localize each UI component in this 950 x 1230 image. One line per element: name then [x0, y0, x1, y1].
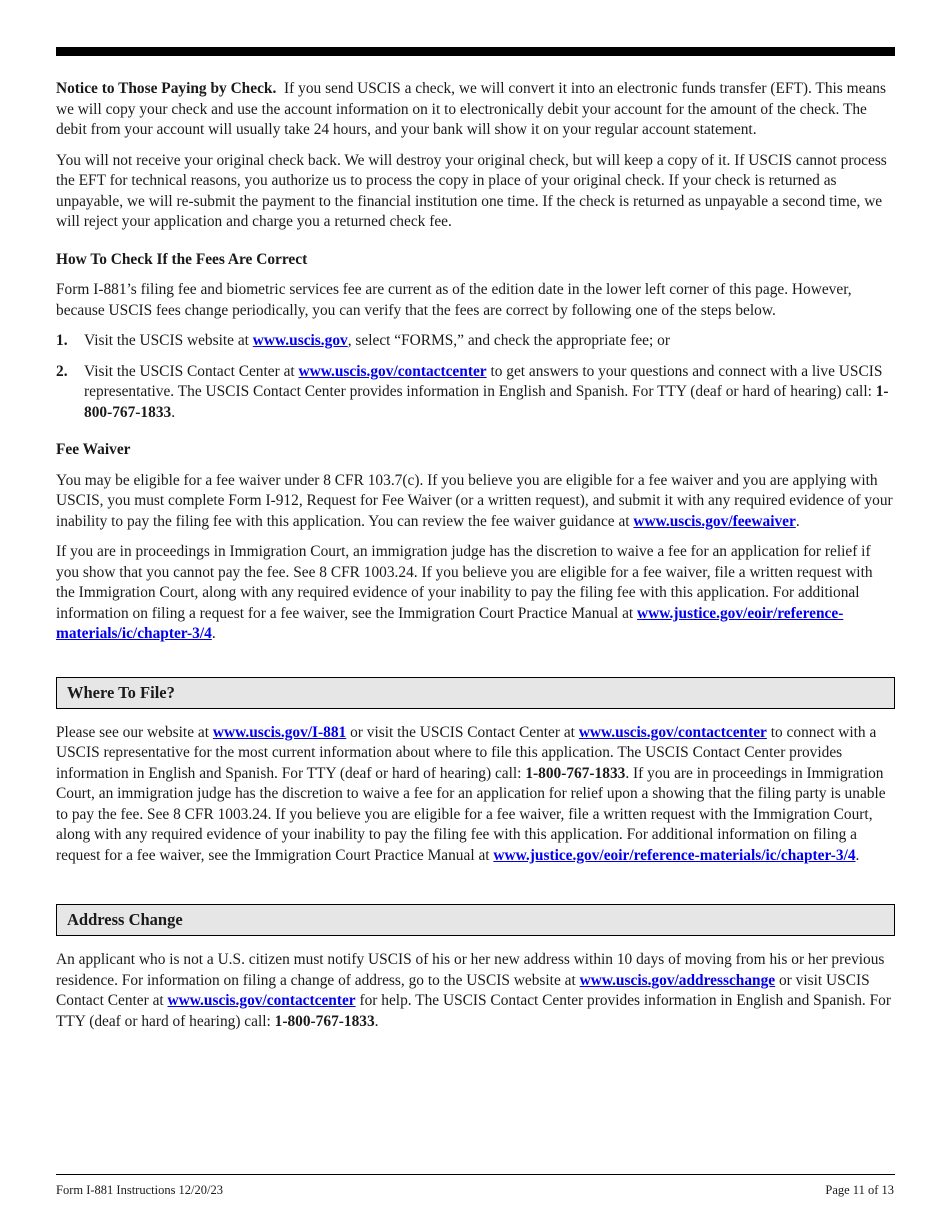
step-text: , select “FORMS,” and check the appropriate fee; or: [347, 332, 670, 349]
page-content: [56, 79, 895, 1042]
fee-waiver-link[interactable]: www.uscis.gov/feewaiver: [633, 512, 796, 530]
fee-waiver-heading: Fee Waiver: [56, 441, 131, 458]
check-fees-heading: How To Check If the Fees Are Correct: [56, 250, 308, 268]
uscis-website-link[interactable]: www.uscis.gov: [252, 332, 348, 349]
footer-rule: [56, 1174, 895, 1175]
contact-center-link[interactable]: www.uscis.gov/contactcenter: [578, 723, 767, 741]
tty-phone-number: 1-800-767-1833: [525, 764, 626, 782]
contact-center-link[interactable]: www.uscis.gov/contactcenter: [167, 992, 356, 1009]
top-rule: [56, 47, 895, 56]
step-number: 1.: [56, 332, 68, 349]
spacer: [56, 876, 895, 904]
step-item-1: [56, 331, 895, 352]
court-practice-manual-link[interactable]: www.justice.gov/eoir/reference-materials/ic/chapter-3/4: [493, 846, 856, 864]
where-text: or visit the USCIS Contact Center at: [346, 723, 579, 741]
step-item-2: [56, 362, 895, 424]
tty-phone-number: 1-800-767-1833: [274, 1012, 375, 1030]
fee-waiver-text-end: .: [211, 625, 216, 642]
address-text: for help. The USCIS Contact Center provides information in English and Spanish. For TTY (deaf or hard of hearing) call:: [56, 992, 891, 1030]
address-text: .: [374, 1012, 379, 1030]
where-text: . If you are in proceedings in Immigration Court, an immigration judge has the discretion to waive a fee for an application for relief upon a showing that the filing party is unable to pay the fee. See 8 CFR 1003.24. If you believe you are eligible for a fee waiver, file a written request with the Immigration Court, along with any required evidence of your inability to pay the filing fee with this application. For additional information on filing a request for a fee waiver, see the Immigration Court Practice Manual at: [56, 764, 886, 864]
where-to-file-heading: Where To File?: [56, 677, 895, 709]
step-number: 2.: [56, 362, 68, 380]
fee-waiver-text-end: .: [795, 512, 800, 530]
spacer: [56, 655, 895, 677]
i881-page-link[interactable]: www.uscis.gov/I-881: [212, 723, 347, 741]
fee-waiver-text: If you are in proceedings in Immigration Court, an immigration judge has the discretion to waive a fee for an application for relief if you show that you cannot pay the fee. See 8 CFR 1003.24. If you believe you are eligible for a fee waiver, file a written request with the Immigration Court, along with any required evidence of your inability to pay the filing fee with this application. For additional information on filing a request for a fee waiver, see the Immigration Court Practice Manual at: [56, 543, 873, 622]
notice-text-1: If you send USCIS a check, we will convert it into an electronic funds transfer (EFT). This means we will copy your check and use the account information on it to electronically debit your account for the amount of the check. The debit from your account will usually take 24 hours, and your bank will show it on your regular account statement.: [56, 80, 886, 138]
court-practice-manual-link[interactable]: www.justice.gov/eoir/reference-materials/ic/chapter-3/4: [56, 604, 844, 642]
where-text: Please see our website at: [56, 723, 213, 741]
address-text: An applicant who is not a U.S. citizen must notify USCIS of his or her new address within 10 days of moving from his or her previous residence. For information on filing a change of address, go to the USCIS website at: [56, 951, 885, 989]
step-text: Visit the USCIS Contact Center at: [84, 362, 299, 380]
footer-page-number: Page 11 of 13: [825, 1183, 894, 1197]
address-change-paragraph: [56, 950, 895, 1032]
address-change-heading: Address Change: [56, 904, 895, 936]
notice-paragraph-2: You will not receive your original check back. We will destroy your original check, but will keep a copy of it. If USCIS cannot process the EFT for technical reasons, you authorize us to process the copy in place of your original check. If your check is returned as unpayable, we will re-submit the payment to the financial institution one time. If the check is returned as unpayable a second time, we will reject your application and charge you a returned check fee.: [56, 151, 887, 230]
tty-phone-number: 1-800-767-1833: [84, 383, 889, 421]
where-to-file-paragraph: [56, 723, 895, 867]
check-fees-intro: Form I-881’s filing fee and biometric services fee are current as of the edition date in the lower left corner of this page. However, because USCIS fees change periodically, you can verify that the fees are correct by following one of the steps below.: [56, 281, 852, 319]
where-text: .: [855, 846, 860, 864]
fee-waiver-paragraph-2: [56, 542, 895, 645]
fee-waiver-paragraph-1: [56, 471, 895, 533]
fee-waiver-text: You may be eligible for a fee waiver under 8 CFR 103.7(c). If you believe you are eligible for a fee waiver and you are applying with USCIS, you must complete Form I-912, Request for Fee Waiver (or a written request), and submit it with any required evidence of your inability to pay the filing fee with this application. You can review the fee waiver guidance at: [56, 471, 893, 530]
step-text: to get answers to your questions and connect with a live USCIS representative. The USCIS Contact Center provides information in English and Spanish. For TTY (deaf or hard of hearing) call:: [84, 362, 883, 400]
contact-center-link[interactable]: www.uscis.gov/contactcenter: [298, 362, 487, 380]
check-fees-steps: [56, 331, 895, 423]
step-text: .: [171, 403, 176, 421]
notice-title: Notice to Those Paying by Check.: [56, 80, 277, 97]
step-text: Visit the USCIS website at: [84, 332, 253, 349]
address-text: or visit USCIS Contact Center at: [56, 971, 870, 1009]
footer-form-id: Form I-881 Instructions 12/20/23: [56, 1183, 224, 1197]
notice-paragraph-1: [56, 79, 895, 141]
where-text: to connect with a USCIS representative for the most current information about where to file this application. The USCIS Contact Center provides information in English and Spanish. For TTY (deaf or hard of hearing) call:: [56, 723, 877, 782]
address-change-link[interactable]: www.uscis.gov/addresschange: [579, 971, 776, 989]
